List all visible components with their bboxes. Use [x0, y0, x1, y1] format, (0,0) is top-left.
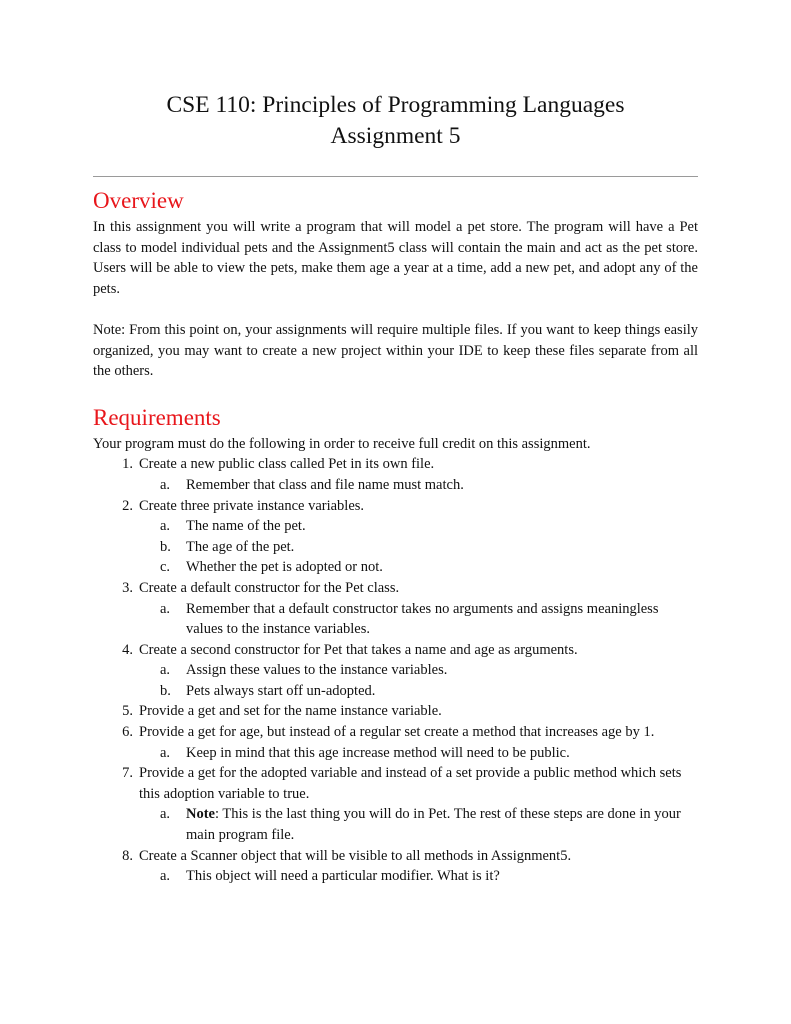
requirement-sublist — [139, 660, 698, 701]
requirement-sublist — [139, 475, 698, 496]
requirement-number: 5. — [122, 703, 133, 720]
title-divider — [93, 176, 698, 177]
requirement-item — [93, 640, 698, 702]
requirement-text: Create a second constructor for Pet that takes a name and age as arguments. — [139, 641, 578, 658]
requirement-number: 3. — [122, 579, 133, 596]
requirement-subitem — [139, 537, 698, 558]
requirements-intro: Your program must do the following in order to receive full credit on this assignment. — [93, 435, 591, 452]
subitem-letter: a. — [160, 518, 171, 535]
subitem-letter: a. — [160, 476, 171, 493]
requirement-sublist — [139, 804, 698, 845]
document-title — [93, 90, 698, 152]
requirement-subitem — [139, 599, 698, 640]
requirements-list — [93, 454, 698, 886]
requirement-sublist — [139, 599, 698, 640]
subitem-letter: b. — [160, 682, 171, 699]
document-page — [93, 90, 698, 887]
requirement-text: Provide a get and set for the name instance variable. — [139, 703, 442, 720]
requirement-subitem — [139, 743, 698, 764]
subitem-text: The name of the pet. — [186, 518, 306, 535]
requirement-text: Provide a get for the adopted variable and instead of a set provide a public method which sets this adoption variable to true. — [139, 765, 682, 802]
requirement-item — [93, 846, 698, 887]
overview-note-paragraph: Note: From this point on, your assignments will require multiple files. If you want to keep things easily organized, you may want to create a new project within your IDE to keep these files separate from all the others. — [93, 321, 698, 380]
overview-paragraph: In this assignment you will write a program that will model a pet store. The program will have a Pet class to model individual pets and the Assignment5 class will contain the main and act as the pet store. Users will be able to view the pets, make them age a year at a time, add a new pet, and adopt any of the pets. — [93, 219, 698, 297]
title-line-course: CSE 110: Principles of Programming Languages — [166, 92, 625, 118]
requirement-sublist — [139, 743, 698, 764]
requirement-item — [93, 578, 698, 640]
requirement-sublist — [139, 866, 698, 887]
subitem-letter: a. — [160, 806, 171, 823]
requirement-text: Create three private instance variables. — [139, 497, 365, 514]
requirement-item — [93, 701, 698, 722]
requirement-text: Create a Scanner object that will be visible to all methods in Assignment5. — [139, 847, 572, 864]
subitem-text: Remember that class and file name must match. — [186, 476, 464, 493]
overview-heading: Overview — [93, 188, 184, 213]
requirement-number: 7. — [122, 765, 133, 782]
requirement-text: Create a new public class called Pet in its own file. — [139, 456, 435, 473]
requirement-subitem — [139, 681, 698, 702]
subitem-text: Keep in mind that this age increase method will need to be public. — [186, 744, 570, 761]
subitem-letter: a. — [160, 868, 171, 885]
subitem-text: Whether the pet is adopted or not. — [186, 559, 383, 576]
note-label: Note — [186, 806, 215, 823]
subitem-text: Assign these values to the instance variables. — [186, 662, 448, 679]
requirement-item — [93, 454, 698, 495]
requirement-text: Provide a get for age, but instead of a regular set create a method that increases age by 1. — [139, 724, 655, 741]
requirement-item — [93, 722, 698, 763]
subitem-text: : This is the last thing you will do in Pet. The rest of these steps are done in your main program file. — [186, 806, 681, 844]
requirement-item — [93, 763, 698, 845]
title-line-assignment: Assignment 5 — [330, 123, 461, 149]
requirement-number: 8. — [122, 847, 133, 864]
paragraph-spacer — [93, 299, 698, 320]
subitem-letter: a. — [160, 662, 171, 679]
requirement-number: 2. — [122, 497, 133, 514]
subitem-letter: c. — [160, 559, 171, 576]
requirement-item — [93, 496, 698, 578]
subitem-letter: b. — [160, 538, 171, 555]
requirement-number: 6. — [122, 724, 133, 741]
requirement-subitem — [139, 516, 698, 537]
requirement-text: Create a default constructor for the Pet class. — [139, 579, 400, 596]
subitem-text: Remember that a default constructor takes no arguments and assigns meaningless values to the instance variables. — [186, 600, 659, 638]
subitem-text: This object will need a particular modifier. What is it? — [186, 868, 500, 885]
requirement-subitem — [139, 660, 698, 681]
requirements-heading: Requirements — [93, 404, 221, 430]
requirement-number: 1. — [122, 456, 133, 473]
subitem-letter: a. — [160, 744, 171, 761]
requirement-sublist — [139, 516, 698, 578]
requirement-number: 4. — [122, 641, 133, 658]
requirement-subitem — [139, 866, 698, 887]
subitem-letter: a. — [160, 600, 171, 617]
subitem-text: Pets always start off un-adopted. — [186, 682, 376, 699]
requirement-subitem — [139, 804, 698, 845]
subitem-text: The age of the pet. — [186, 538, 295, 555]
requirement-subitem — [139, 557, 698, 578]
requirement-subitem — [139, 475, 698, 496]
